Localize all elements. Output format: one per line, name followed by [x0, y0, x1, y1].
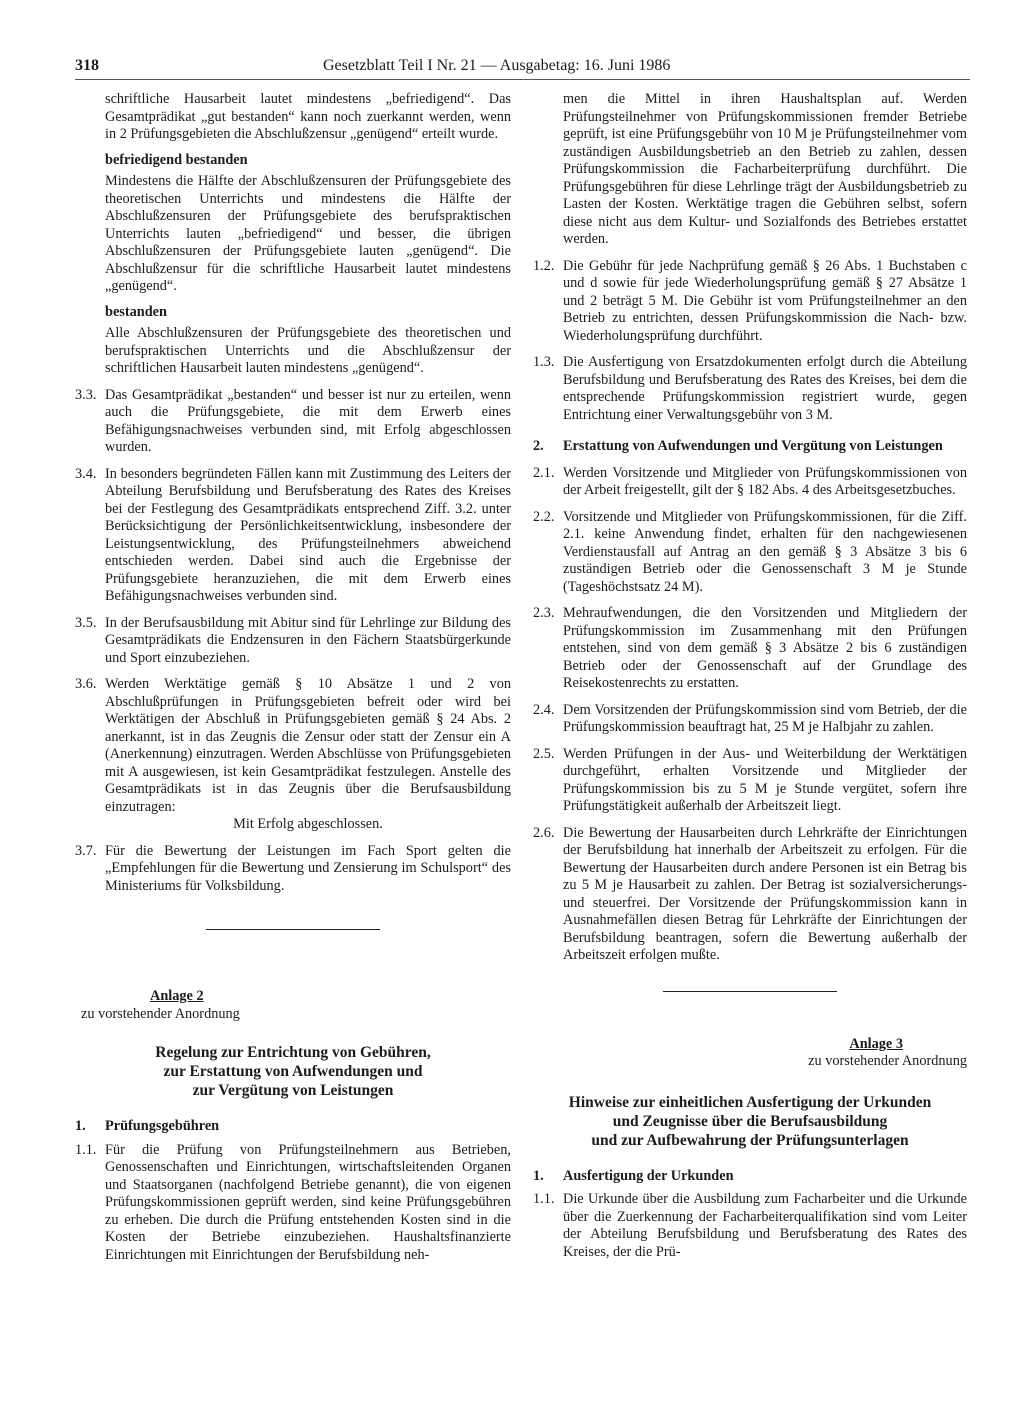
section-title-text: Ausfertigung der Urkunden	[563, 1167, 734, 1184]
list-item	[533, 746, 967, 816]
section-number: 2.	[533, 438, 544, 454]
item-text: Das Gesamtprädikat „bestanden“ und besser ist nur zu erteilen, wenn auch die Prüfungsgebiete, die mit dem Erwerb eines Befähigungsnachweises verbunden sind, mit Erfolg abgeschlossen wurden.	[105, 386, 511, 455]
item-number: 1.2.	[533, 257, 555, 274]
paragraph: Mindestens die Hälfte der Abschlußzensuren der Prüfungsgebiete des theoretischen Unterrichts und mindestens die Hälfte der Abschlußzensuren der Prüfungsgebiete des berufspraktischen Unterrichts lauten „befriedigend“ und besser, die übrigen Abschlußzensuren der Prüfungsgebiete lauten „genügend“. Die Abschlußzensur für die schriftliche Hausarbeit lautet mindestens „genügend“.	[105, 173, 511, 294]
paragraph: men die Mittel in ihren Haushaltsplan auf. Werden Prüfungsteilnehmer von Prüfungskommissionen fremder Betriebe geprüft, ist eine Prüfungsgebühr von 10 M je Prüfungsteilnehmer vom zuständigen Ausbildungsbetrieb an den Betrieb zu zahlen, dessen Prüfungskommission die Facharbeiterprüfung durchführt. Die Prüfungsgebühren für diese Lehrlinge trägt der Ausbildungsbetrieb zu Lasten der Kosten. Werktätige tragen die Gebühren selbst, sofern diese nicht aus dem Kultur- und Sozialfonds des Betriebes erstattet werden.	[563, 91, 967, 247]
paragraph: Alle Abschlußzensuren der Prüfungsgebiete des theoretischen und berufspraktischen Unterrichts und die Abschlußzensur der schriftlichen Hausarbeit lauten mindestens „genügend“.	[105, 325, 511, 376]
section-title	[75, 1118, 511, 1136]
subheading: bestanden	[105, 303, 167, 320]
section-heading	[75, 1043, 511, 1100]
right-column	[533, 91, 967, 1261]
item-text: Für die Prüfung von Prüfungsteilnehmern aus Betrieben, Genossenschaften und Einrichtungen, wirtschaftsleitenden Organen und Staatsorganen (nachfolgend Betriebe genannt), die von eigenen Prüfungskommissionen geprüft werden, sind keine Prüfungsgebühren zu erheben. Die durch die Prüfung entstehenden Kosten sind in die Kosten der Betriebe einzubeziehen. Haushaltsfinanzierte Einrichtungen mit Einrichtungen der Berufsbildung neh-	[105, 1141, 511, 1263]
paragraph: schriftliche Hausarbeit lautet mindestens „befriedigend“. Das Gesamtprädikat „gut bestanden“ kann noch zuerkannt werden, wenn in 2 Prüfungsgebieten die Abschlußzensur „genügend“ erteilt wurde.	[105, 91, 511, 142]
anlage-subtitle: zu vorstehender Anordnung	[81, 1005, 240, 1022]
item-number: 2.5.	[533, 745, 555, 762]
section-title	[533, 438, 967, 456]
list-item	[75, 676, 511, 834]
anlage-title: Anlage 2	[150, 988, 204, 1004]
item-text: Werden Prüfungen in der Aus- und Weiterbildung der Werktätigen durchgeführt, erhalten Vorsitzende und Mitglieder der Prüfungskommission bis zu 5 M je Stunde vergütet, sofern ihre Prüfungstätigkeit außerhalb der Arbeitszeit liegt.	[563, 745, 967, 814]
header-title: Gesetzblatt Teil I Nr. 21 — Ausgabetag: 16. Juni 1986	[323, 57, 671, 74]
divider-rule	[206, 929, 380, 930]
item-number: 2.4.	[533, 701, 555, 718]
subheading: befriedigend bestanden	[105, 151, 248, 168]
list-item	[533, 702, 967, 737]
left-column	[75, 91, 511, 1264]
item-number: 2.1.	[533, 464, 555, 481]
item-text: Die Ausfertigung von Ersatzdokumenten erfolgt durch die Abteilung Berufsbildung und Berufsberatung des Rates des Kreises, bei dem die entsprechende Prüfungskommission registriert wurde, gegen Entrichtung einer Verwaltungsgebühr von 3 M.	[563, 354, 967, 423]
item-text: Für die Bewertung der Leistungen im Fach Sport gelten die „Empfehlungen für die Bewertung und Zensierung im Schulsport“ des Ministeriums für Volksbildung.	[105, 842, 511, 894]
section-heading	[533, 1093, 967, 1150]
item-text: Die Bewertung der Hausarbeiten durch Lehrkräfte der Einrichtungen der Berufsbildung hat innerhalb der Arbeitszeit zu erfolgen. Für die Bewertung der Hausarbeiten durch andere Personen ist ein Betrag bis zu 5 M je Hausarbeit zu zahlen. Der Betrag ist sozialversicherungs- und steuerfrei. Der Vorsitzende der Prüfungskommission kann in Ausnahmefällen diesen Betrag für Lehrkräfte der Einrichtungen der Berufsbildung beantragen, sofern die Bewertung außerhalb der Arbeitszeit erfolgen mußte.	[563, 824, 967, 963]
list-item	[533, 509, 967, 597]
list-item	[75, 466, 511, 606]
section-title-text: Erstattung von Aufwendungen und Vergütung von Leistungen	[563, 438, 943, 454]
heading-line: zur Erstattung von Aufwendungen und	[163, 1063, 423, 1080]
list-item	[533, 465, 967, 500]
list-item	[75, 615, 511, 668]
list-item	[533, 605, 967, 693]
section-number: 1.	[533, 1167, 544, 1184]
item-number: 3.7.	[75, 842, 97, 859]
heading-line: und zur Aufbewahrung der Prüfungsunterlagen	[591, 1131, 909, 1149]
item-text: Dem Vorsitzenden der Prüfungskommission sind vom Betrieb, der die Prüfungskommission beauftragt hat, 25 M je Halbjahr zu zahlen.	[563, 701, 967, 735]
heading-line: Regelung zur Entrichtung von Gebühren,	[155, 1044, 431, 1061]
centered-line: Mit Erfolg abgeschlossen.	[233, 816, 383, 832]
anlage-block	[75, 988, 511, 1006]
item-text: In der Berufsausbildung mit Abitur sind für Lehrlinge zur Bildung des Gesamtprädikats die Endzensuren in den Fächern Staatsbürgerkunde und Sport einzubeziehen.	[105, 614, 511, 666]
section-number: 1.	[75, 1118, 86, 1134]
item-number: 2.2.	[533, 508, 555, 525]
page-header	[75, 57, 970, 80]
item-number: 3.5.	[75, 614, 97, 631]
item-text: Vorsitzende und Mitglieder von Prüfungskommissionen, für die Ziff. 2.1. keine Anwendung findet, erhalten für den nachgewiesenen Verdienstausfall auf Antrag an den gemäß § 3 Absätze 3 bis 6 zuständigen Betrieb oder die Genossenschaft 3 M je Stunde (Tageshöchstsatz 24 M).	[563, 508, 967, 595]
item-text: Mehraufwendungen, die den Vorsitzenden und Mitgliedern der Prüfungskommission im Zusammenhang mit den Prüfungen entstehen, sind von dem gemäß § 3 Absätze 2 bis 6 zuständigen Betrieb oder der Genossenschaft auf der Grundlage des Reisekostenrechts zu erstatten.	[563, 605, 967, 691]
item-number: 2.3.	[533, 605, 555, 621]
anlage-subtitle: zu vorstehender Anordnung	[808, 1053, 967, 1069]
section-title-text: Prüfungsgebühren	[105, 1118, 220, 1134]
list-item	[533, 1191, 967, 1261]
list-item	[533, 258, 967, 346]
list-item	[75, 1142, 511, 1265]
item-text: Werden Werktätige gemäß § 10 Absätze 1 und 2 von Abschlußprüfungen in Prüfungsgebieten befreit oder wird bei Werktätigen der Abschluß in Prüfungsgebieten gemäß § 24 Abs. 2 anerkannt, ist in das Zeugnis die Zensur oder statt der Zensur ein A (Anerkennung) einzutragen. Werden Abschlüsse von Prüfungsgebieten mit A ausgewiesen, ist kein Gesamtprädikat festzulegen. Anstelle des Gesamtprädikats ist in das Zeugnis über die Berufsausbildung einzutragen:	[105, 676, 511, 815]
item-text: Werden Vorsitzende und Mitglieder von Prüfungskommissionen von der Arbeit freigestellt, gilt der § 182 Abs. 4 des Arbeitsgesetzbuches.	[563, 464, 967, 498]
list-item	[75, 843, 511, 896]
item-number: 3.4.	[75, 465, 97, 482]
item-number: 3.6.	[75, 676, 97, 692]
item-number: 3.3.	[75, 386, 97, 403]
list-item	[533, 354, 967, 424]
item-text: In besonders begründeten Fällen kann mit Zustimmung des Leiters der Abteilung Berufsbildung und Berufsberatung des Rates des Kreises bei der Festlegung des Gesamtprädikats entsprechend Ziff. 3.2. unter Berücksichtigung der Persönlichkeitsentwicklung, insbesondere der Leistungsentwicklung, des Prüfungsteilnehmers abweichend entschieden werden. Dabei sind auch die Ergebnisse der Prüfungsgebiete heranzuziehen, die mit dem Erwerb eines Befähigungsnachweises verbunden sind.	[105, 465, 511, 604]
item-number: 1.1.	[75, 1141, 97, 1158]
heading-line: zur Vergütung von Leistungen	[192, 1082, 394, 1099]
item-number: 1.1.	[533, 1191, 555, 1207]
anlage-title: Anlage 3	[849, 1035, 903, 1052]
heading-line: Hinweise zur einheitlichen Ausfertigung der Urkunden	[568, 1093, 932, 1111]
page-number: 318	[75, 57, 99, 74]
item-text: Die Urkunde über die Ausbildung zum Facharbeiter und die Urkunde über die Zuerkennung der Facharbeiterqualifikation sind vom Leiter der Abteilung Berufsbildung und Berufsberatung des Rates des Kreises, der die Prü-	[563, 1191, 967, 1260]
list-item	[533, 825, 967, 965]
divider-rule	[663, 991, 837, 992]
heading-line: und Zeugnisse über die Berufsausbildung	[612, 1112, 888, 1130]
item-number: 1.3.	[533, 354, 555, 370]
item-number: 2.6.	[533, 824, 555, 841]
list-item	[75, 387, 511, 457]
anlage-block	[533, 1036, 967, 1054]
section-title	[533, 1168, 967, 1186]
item-text: Die Gebühr für jede Nachprüfung gemäß § 26 Abs. 1 Buchstaben c und d sowie für jede Wiederholungsprüfung gemäß § 27 Absätze 1 und 2 beträgt 5 M. Die Gebühr ist vom Prüfungsteilnehmer an den Betrieb zu entrichten, dessen Prüfungskommission die Nach- bzw. Wiederholungsprüfung durchführt.	[563, 257, 967, 344]
